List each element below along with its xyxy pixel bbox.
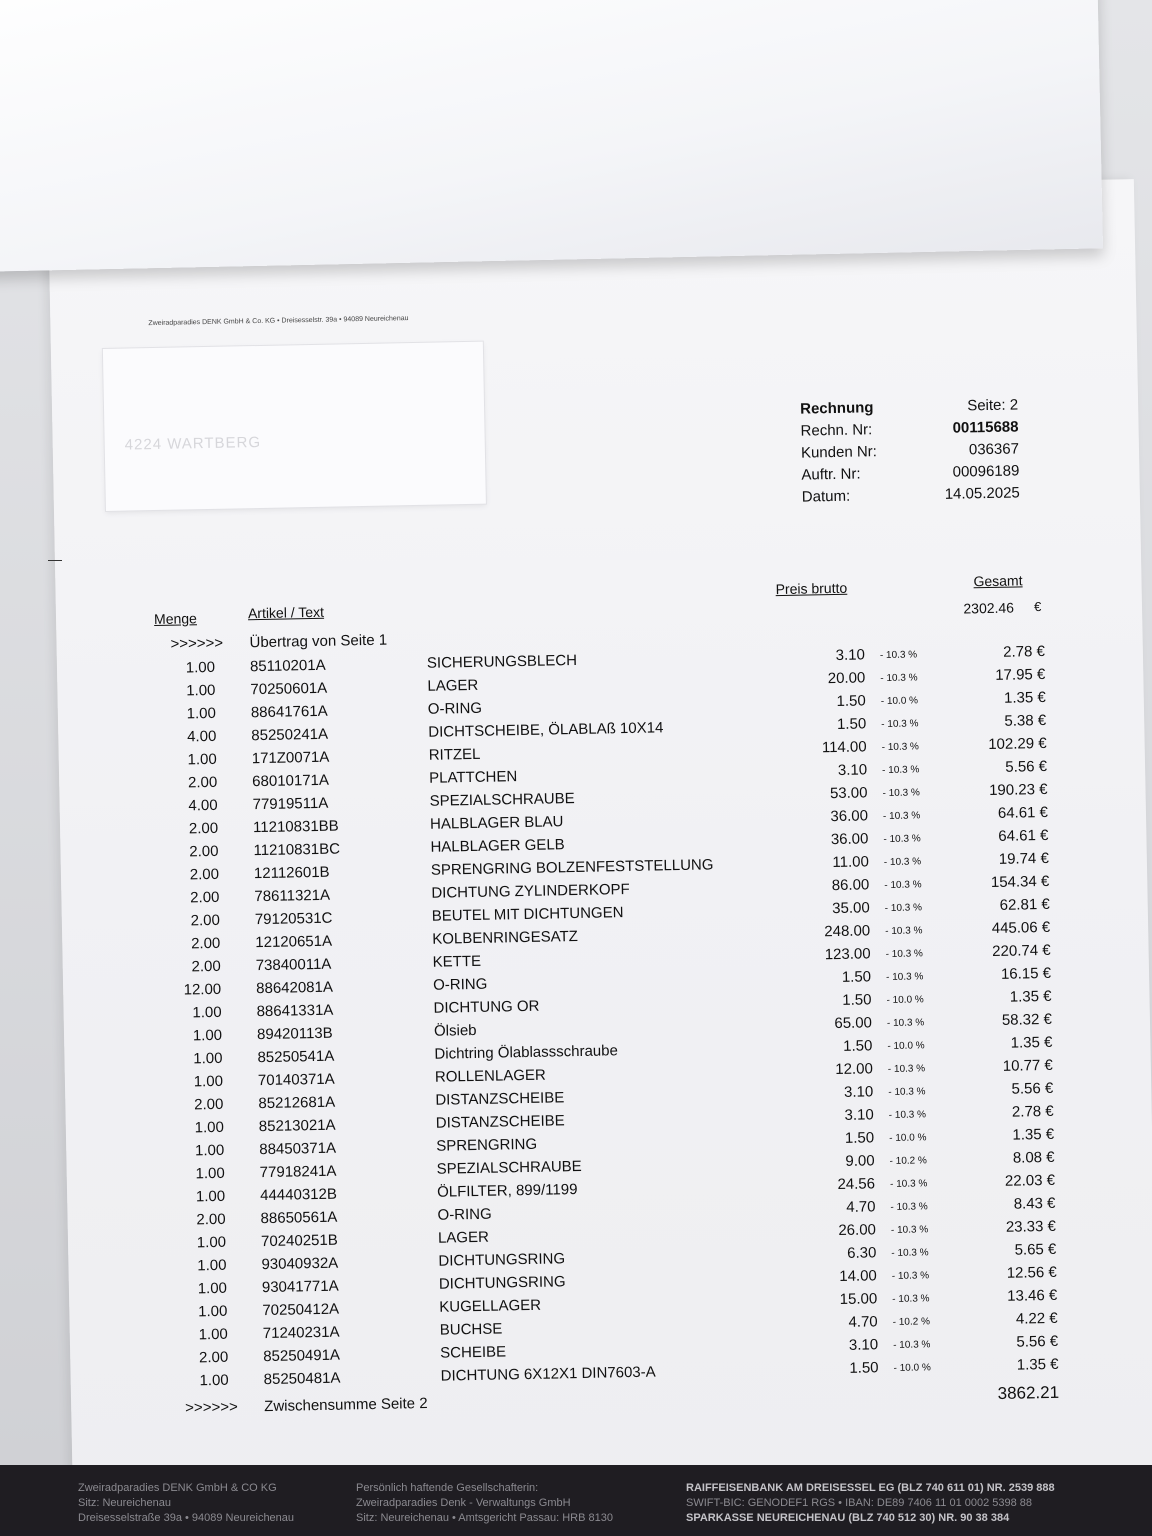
item-discount: - 10.3 % [879, 649, 918, 662]
subtotal-marker: >>>>>> [185, 1398, 238, 1417]
item-description: HALBLAGER BLAU [429, 813, 564, 833]
item-quantity: 1.00 [194, 1118, 224, 1137]
currency-header: € [1033, 599, 1042, 615]
item-description: SPRENGRING [436, 1135, 538, 1155]
item-quantity: 1.00 [197, 1279, 228, 1298]
item-quantity: 2.00 [189, 842, 219, 861]
item-total: 2.78 € [1002, 642, 1046, 661]
item-description: KOLBENRINGESATZ [432, 927, 578, 948]
order-no: 00096189 [952, 462, 1020, 481]
item-quantity: 4.00 [186, 727, 217, 746]
item-discount: - 10.3 % [883, 833, 921, 846]
header-article: Artikel / Text [247, 603, 325, 622]
item-description: O-RING [432, 975, 488, 994]
item-quantity: 1.00 [193, 1049, 223, 1068]
item-description: DICHTUNGSRING [438, 1273, 566, 1293]
invoice-no: 00115688 [952, 418, 1019, 437]
item-description: DISTANZSCHEIBE [435, 1112, 565, 1132]
item-total: 16.15 € [1000, 964, 1052, 983]
item-total: 4.22 € [1015, 1309, 1058, 1328]
item-article-no: 85250541A [257, 1047, 335, 1067]
page-edge-mark [48, 560, 62, 561]
item-article-no: 77919511A [252, 794, 329, 814]
subtotal-value: 3862.21 [997, 1382, 1060, 1403]
item-total: 190.23 € [988, 780, 1048, 800]
item-price: 1.50 [836, 692, 866, 710]
item-quantity: 2.00 [190, 934, 221, 953]
footer-seat: Sitz: Neureichenau [78, 1497, 171, 1509]
item-total: 5.56 € [1016, 1332, 1059, 1351]
item-price: 3.10 [843, 1083, 874, 1101]
previous-page-fold [0, 0, 1103, 272]
item-total: 12.56 € [1006, 1263, 1057, 1282]
item-description: DISTANZSCHEIBE [435, 1089, 565, 1109]
item-quantity: 2.00 [187, 773, 218, 792]
item-price: 1.50 [841, 968, 872, 986]
item-article-no: 70240251B [260, 1231, 338, 1251]
item-description: SPEZIALSCHRAUBE [436, 1157, 582, 1178]
item-discount: - 10.3 % [884, 879, 922, 892]
item-quantity: 4.00 [188, 796, 218, 815]
item-total: 58.32 € [1001, 1010, 1053, 1029]
item-price: 12.00 [835, 1060, 873, 1079]
item-price: 36.00 [830, 830, 869, 849]
item-article-no: 88450371A [259, 1139, 337, 1159]
item-quantity: 1.00 [194, 1141, 225, 1160]
item-discount: - 10.3 % [889, 1178, 928, 1191]
item-quantity: 2.00 [190, 911, 221, 930]
footer-company: Zweiradparadies DENK GmbH & CO KG [78, 1482, 277, 1494]
page-number: Seite: 2 [967, 396, 1019, 415]
item-total: 5.56 € [1005, 757, 1048, 776]
item-description: DICHTUNG ZYLINDERKOPF [431, 880, 630, 902]
item-quantity: 1.00 [198, 1325, 228, 1344]
item-article-no: 93041771A [261, 1277, 339, 1297]
item-article-no: 73840011A [255, 955, 332, 975]
item-discount: - 10.3 % [888, 1086, 926, 1099]
invoice-date: 14.05.2025 [944, 484, 1020, 503]
item-total: 19.74 € [998, 849, 1049, 868]
item-quantity: 1.00 [195, 1164, 225, 1183]
footer-street: Dreisesselstraße 39a • 94089 Neureichenau [78, 1512, 295, 1524]
item-article-no: 85250491A [263, 1346, 341, 1366]
customer-no-label: Kunden Nr: [800, 443, 878, 462]
item-article-no: 79120531C [254, 909, 333, 929]
item-article-no: 85250241A [251, 725, 329, 745]
item-total: 8.43 € [1013, 1194, 1056, 1213]
item-description: O-RING [427, 699, 483, 718]
item-article-no: 85212681A [258, 1093, 336, 1113]
item-total: 62.81 € [999, 895, 1050, 914]
item-quantity: 2.00 [198, 1348, 229, 1367]
item-discount: - 10.3 % [885, 925, 923, 938]
header-total: Gesamt [973, 572, 1023, 590]
item-quantity: 1.00 [187, 750, 217, 769]
carry-marker: >>>>>> [170, 634, 224, 653]
item-price: 9.00 [845, 1152, 875, 1170]
footer-bank-2: SPARKASSE NEUREICHENAU (BLZ 740 512 30) NR. 90 38 384 [686, 1512, 1010, 1524]
item-article-no: 89420113B [256, 1024, 333, 1044]
item-description: DICHTUNGSRING [438, 1250, 566, 1270]
item-discount: - 10.3 % [885, 971, 924, 984]
header-qty: Menge [153, 610, 198, 628]
recipient-address-label [103, 342, 486, 511]
item-total: 10.77 € [1002, 1056, 1053, 1075]
item-article-no: 93040932A [261, 1254, 339, 1274]
item-quantity: 1.00 [192, 1003, 222, 1022]
item-article-no: 85213021A [258, 1116, 336, 1136]
carry-label: Übertrag von Seite 1 [249, 631, 388, 652]
item-quantity: 1.00 [193, 1072, 224, 1091]
item-article-no: 77918241A [259, 1162, 337, 1182]
order-no-label: Auftr. Nr: [801, 465, 861, 484]
item-discount: - 10.0 % [880, 695, 919, 708]
item-price: 4.70 [848, 1313, 878, 1331]
item-description: BUCHSE [439, 1320, 503, 1339]
item-description: SCHEIBE [440, 1343, 507, 1362]
item-quantity: 1.00 [198, 1302, 228, 1321]
item-description: Dichtring Ölablassschraube [434, 1042, 619, 1063]
item-article-no: 70250412A [262, 1300, 340, 1320]
item-total: 445.06 € [991, 918, 1051, 938]
item-discount: - 10.3 % [883, 856, 922, 869]
item-total: 8.08 € [1012, 1148, 1055, 1167]
item-price: 65.00 [834, 1014, 873, 1033]
item-total: 17.95 € [995, 665, 1046, 684]
item-discount: - 10.3 % [888, 1109, 927, 1122]
item-description: PLATTCHEN [429, 768, 518, 787]
item-description: SICHERUNGSBLECH [426, 651, 578, 672]
footer-bank-1-iban: SWIFT-BIC: GENODEF1 RGS • IBAN: DE89 7406 11 01 0002 5398 88 [686, 1497, 1033, 1509]
footer-partner-seat: Sitz: Neureichenau • Amtsgericht Passau: HRB 8130 [356, 1512, 613, 1524]
item-price: 1.50 [842, 991, 872, 1009]
item-price: 26.00 [838, 1221, 877, 1240]
sender-address-line: Zweiradparadies DENK GmbH & Co. KG • Dreisesselstr. 39a • 94089 Neureichenau [148, 315, 409, 328]
item-article-no: 88641331A [256, 1001, 334, 1021]
customer-no: 036367 [968, 440, 1020, 459]
subtotal-label: Zwischensumme Seite 2 [264, 1394, 428, 1416]
item-description: ÖLFILTER, 899/1199 [436, 1181, 578, 1201]
item-total: 1.35 € [1003, 688, 1046, 707]
item-price: 15.00 [839, 1290, 878, 1309]
item-article-no: 11210831BC [253, 840, 341, 860]
item-price: 35.00 [832, 899, 870, 918]
item-discount: - 10.3 % [886, 1017, 925, 1030]
item-description: KUGELLAGER [439, 1296, 542, 1316]
item-article-no: 68010171A [252, 771, 330, 791]
item-discount: - 10.3 % [890, 1224, 929, 1237]
invoice-no-label: Rechn. Nr: [800, 421, 873, 440]
item-price: 1.50 [843, 1037, 873, 1055]
item-total: 22.03 € [1004, 1171, 1056, 1190]
item-article-no: 11210831BB [252, 817, 339, 837]
item-total: 1.35 € [1010, 1033, 1053, 1052]
item-price: 24.56 [837, 1175, 876, 1194]
item-total: 64.61 € [997, 803, 1049, 822]
item-description: DICHTUNG 6X12X1 DIN7603-A [440, 1363, 656, 1385]
item-discount: - 10.3 % [885, 948, 923, 961]
item-price: 14.00 [839, 1267, 877, 1286]
item-description: BEUTEL MIT DICHTUNGEN [431, 904, 624, 925]
item-discount: - 10.3 % [892, 1293, 930, 1305]
footer-partner-label: Persönlich haftende Gesellschafterin: [356, 1482, 539, 1494]
item-quantity: 2.00 [190, 888, 220, 907]
item-article-no: 78611321A [254, 886, 331, 906]
item-discount: - 10.3 % [890, 1201, 928, 1214]
item-description: O-RING [437, 1205, 492, 1224]
item-article-no: 12120651A [255, 932, 333, 952]
item-discount: - 10.3 % [882, 764, 920, 777]
item-quantity: 2.00 [191, 957, 221, 976]
item-price: 3.10 [837, 761, 868, 779]
item-discount: - 10.2 % [892, 1316, 931, 1328]
item-article-no: 70250601A [250, 679, 328, 699]
item-price: 248.00 [824, 922, 871, 941]
item-description: RITZEL [428, 745, 481, 764]
item-total: 102.29 € [988, 734, 1047, 754]
item-discount: - 10.3 % [891, 1247, 929, 1260]
invoice-page [48, 179, 1152, 1536]
item-article-no: 88641761A [250, 702, 328, 722]
item-discount: - 10.0 % [893, 1362, 931, 1374]
item-price: 6.30 [847, 1244, 877, 1262]
item-total: 1.35 € [1016, 1355, 1059, 1374]
item-description: Ölsieb [433, 1021, 477, 1040]
item-total: 13.46 € [1007, 1286, 1058, 1305]
item-quantity: 1.00 [192, 1026, 223, 1045]
item-price: 3.10 [835, 646, 866, 664]
item-total: 5.65 € [1014, 1240, 1057, 1259]
item-total: 5.38 € [1004, 711, 1047, 730]
item-discount: - 10.2 % [889, 1155, 927, 1168]
item-discount: - 10.3 % [881, 741, 920, 754]
item-quantity: 2.00 [188, 819, 219, 838]
item-price: 3.10 [848, 1336, 879, 1354]
footer [0, 1465, 1152, 1536]
item-article-no: 88650561A [260, 1208, 338, 1228]
item-total: 154.34 € [990, 872, 1050, 892]
item-discount: - 10.3 % [880, 672, 918, 685]
item-quantity: 2.00 [194, 1095, 224, 1114]
item-price: 36.00 [830, 807, 869, 826]
item-article-no: 70140371A [257, 1070, 335, 1090]
item-quantity: 1.00 [195, 1187, 226, 1206]
item-discount: - 10.3 % [882, 787, 920, 800]
carry-total: 2302.46 [963, 599, 1015, 617]
item-description: HALBLAGER GELB [430, 836, 565, 856]
item-description: SPEZIALSCHRAUBE [429, 790, 575, 810]
item-quantity: 1.00 [196, 1233, 227, 1252]
item-description: LAGER [437, 1228, 490, 1247]
item-price: 11.00 [832, 853, 870, 872]
item-article-no: 44440312B [259, 1185, 338, 1205]
item-description: DICHTUNG OR [433, 997, 540, 1017]
item-total: 5.56 € [1011, 1079, 1054, 1098]
item-price: 4.70 [846, 1198, 876, 1216]
item-description: KETTE [432, 952, 482, 971]
item-article-no: 85110201A [249, 656, 326, 676]
item-total: 64.61 € [998, 826, 1049, 845]
footer-bank-1: RAIFFEISENBANK AM DREISESSEL EG (BLZ 740 611 01) NR. 2539 888 [686, 1482, 1055, 1494]
item-quantity: 2.00 [189, 865, 220, 884]
item-article-no: 12112601B [253, 863, 330, 883]
item-description: DICHTSCHEIBE, ÖLABLAß 10X14 [428, 719, 664, 741]
item-total: 1.35 € [1012, 1125, 1055, 1144]
item-price: 114.00 [821, 738, 867, 757]
item-total: 1.35 € [1009, 987, 1052, 1006]
item-discount: - 10.0 % [887, 1040, 925, 1053]
item-quantity: 1.00 [186, 704, 217, 723]
item-discount: - 10.3 % [891, 1270, 930, 1282]
item-discount: - 10.3 % [893, 1339, 931, 1351]
item-quantity: 1.00 [199, 1371, 229, 1390]
item-article-no: 71240231A [262, 1323, 340, 1343]
item-price: 1.50 [849, 1359, 879, 1377]
item-quantity: 2.00 [196, 1210, 226, 1229]
item-discount: - 10.3 % [882, 810, 921, 823]
item-article-no: 85250481A [263, 1369, 341, 1389]
item-total: 220.74 € [992, 941, 1051, 961]
item-price: 53.00 [829, 784, 868, 803]
item-quantity: 1.00 [185, 658, 216, 677]
item-discount: - 10.0 % [886, 994, 924, 1007]
item-description: LAGER [427, 676, 479, 695]
item-total: 23.33 € [1005, 1217, 1057, 1236]
item-article-no: 171Z0071A [251, 748, 330, 768]
item-article-no: 88642081A [256, 978, 334, 998]
item-quantity: 1.00 [186, 681, 216, 700]
item-discount: - 10.3 % [881, 718, 919, 731]
footer-partner: Zweiradparadies Denk - Verwaltungs GmbH [356, 1497, 571, 1509]
item-price: 123.00 [824, 945, 871, 964]
item-discount: - 10.3 % [887, 1063, 926, 1076]
item-total: 2.78 € [1011, 1102, 1054, 1121]
item-price: 86.00 [831, 876, 870, 895]
header-price: Preis brutto [775, 579, 848, 598]
address-line: 4224 WARTBERG [124, 433, 262, 454]
item-price: 1.50 [844, 1129, 875, 1147]
item-price: 1.50 [836, 715, 867, 733]
item-price: 20.00 [827, 669, 866, 688]
item-price: 3.10 [844, 1106, 874, 1124]
item-discount: - 10.0 % [889, 1132, 927, 1145]
item-description: SPRENGRING BOLZENFESTSTELLUNG [430, 856, 714, 879]
date-label: Datum: [801, 487, 851, 506]
item-discount: - 10.3 % [884, 902, 923, 915]
item-quantity: 12.00 [183, 980, 222, 999]
item-quantity: 1.00 [197, 1256, 227, 1275]
item-description: ROLLENLAGER [434, 1066, 546, 1086]
invoice-title: Rechnung [799, 399, 874, 418]
